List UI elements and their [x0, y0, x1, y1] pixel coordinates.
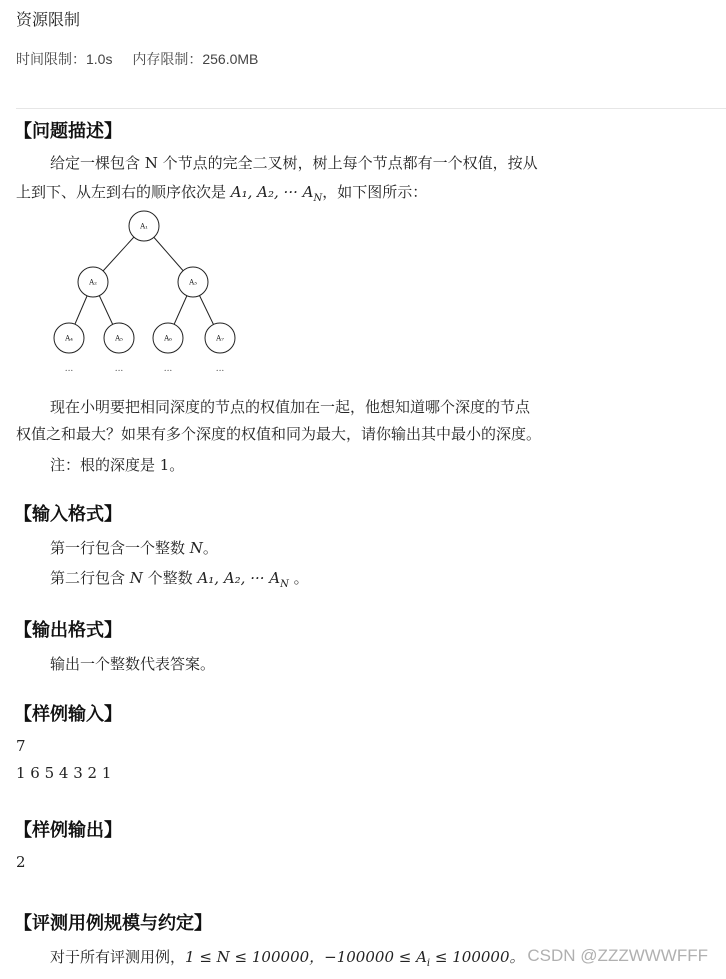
input-line-1-suffix: 。	[202, 539, 218, 557]
tree-node-a7	[205, 323, 235, 353]
problem-line-2-prefix: 上到下、从左到右的顺序依次是	[16, 183, 231, 201]
tree-node-a3	[178, 267, 208, 297]
tree-node-a6	[153, 323, 183, 353]
tree-node-label: A₇	[216, 334, 224, 343]
tree-node-label: A₃	[189, 278, 197, 287]
tree-ellipsis: ...	[163, 364, 173, 374]
problem-heading: 【问题描述】	[14, 121, 122, 142]
tree-node-a4	[54, 323, 84, 353]
tree-node-a2	[78, 267, 108, 297]
constraints-math: 1 ≤ N ≤ 100000，−100000 ≤ A	[185, 948, 427, 966]
binary-tree-diagram	[40, 205, 250, 380]
limits-row	[16, 49, 274, 69]
input-line-1-prefix: 第一行包含一个整数	[50, 539, 190, 557]
tree-node-label: A₄	[65, 334, 73, 343]
divider	[16, 108, 726, 109]
tree-node-label: A₂	[89, 278, 97, 287]
time-limit: 时间限制：1.0s	[16, 51, 113, 67]
input-line-2-prefix: 第二行包含	[50, 569, 130, 587]
output-format-line-1: 输出一个整数代表答案。	[50, 655, 216, 673]
watermark: CSDN @ZZZWWWFFF	[527, 946, 708, 965]
problem-note: 注：根的深度是 1。	[50, 456, 185, 474]
tree-node-label: A₅	[115, 334, 123, 343]
sample-output-line-1: 2	[16, 853, 26, 871]
problem-line-2	[16, 181, 427, 204]
input-line-2-mid: 个整数	[142, 569, 198, 587]
sample-input-line-1: 7	[16, 737, 26, 755]
tree-node-label: A₁	[140, 222, 148, 231]
constraints-suffix: ≤ 100000。	[430, 948, 525, 966]
input-format-line-1	[50, 537, 218, 558]
tree-ellipsis: ...	[114, 364, 124, 374]
sample-input-heading: 【样例输入】	[14, 704, 122, 725]
input-line-2-math-n: N	[129, 569, 143, 587]
input-line-1-math: N	[189, 539, 203, 557]
tree-node-a5	[104, 323, 134, 353]
tree-node-a1	[129, 211, 159, 241]
constraints-heading: 【评测用例规模与约定】	[14, 913, 212, 934]
sample-output-heading: 【样例输出】	[14, 820, 122, 841]
tree-node-label: A₆	[164, 334, 172, 343]
output-format-heading: 【输出格式】	[14, 620, 122, 641]
input-format-heading: 【输入格式】	[14, 504, 122, 525]
input-line-2-sub: N	[280, 579, 289, 590]
tree-ellipsis: ...	[215, 364, 225, 374]
problem-line-4: 权值之和最大？如果有多个深度的权值和同为最大，请你输出其中最小的深度。	[16, 425, 542, 443]
input-line-2-math-a: A₁, A₂, ··· A	[197, 569, 281, 587]
problem-line-2-suffix: ，如下图所示：	[322, 183, 428, 201]
problem-line-2-sub: N	[313, 193, 323, 204]
constraints-sub: i	[426, 958, 431, 969]
problem-line-3: 现在小明要把相同深度的节点的权值加在一起，他想知道哪个深度的节点	[50, 398, 531, 416]
page-title: 资源限制	[16, 12, 81, 29]
tree-ellipsis: ...	[64, 364, 74, 374]
memory-limit: 内存限制：256.0MB	[132, 51, 259, 67]
problem-line-2-math: A₁, A₂, ··· A	[230, 183, 314, 201]
problem-line-1: 给定一棵包含 N 个节点的完全二叉树，树上每个节点都有一个权值，按从	[50, 154, 538, 172]
input-format-line-2	[50, 567, 309, 590]
sample-input-line-2: 1 6 5 4 3 2 1	[16, 764, 112, 782]
input-line-2-suffix: 。	[288, 569, 309, 587]
constraints-line	[50, 946, 525, 969]
constraints-prefix: 对于所有评测用例，	[50, 948, 186, 966]
